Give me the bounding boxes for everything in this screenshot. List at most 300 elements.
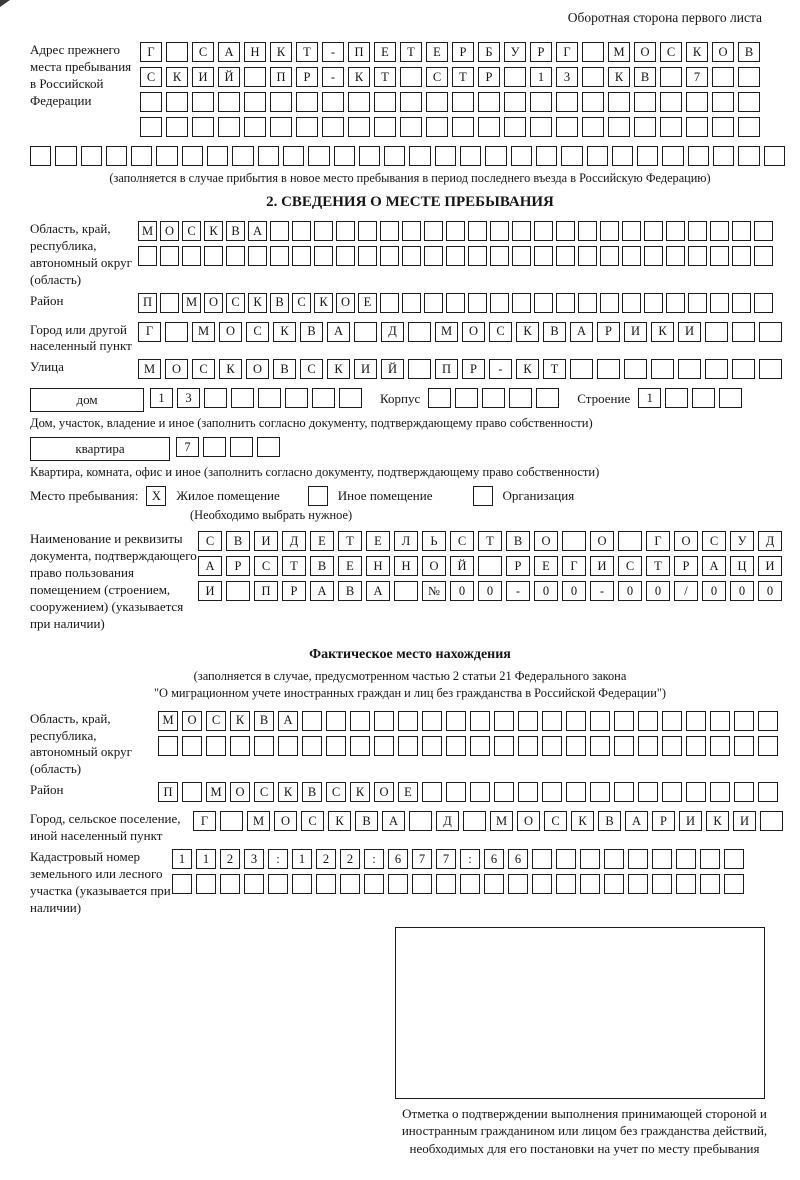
char-cell[interactable]: К [219,359,242,379]
char-cell[interactable] [490,246,509,266]
char-cell[interactable]: К [571,811,594,831]
char-cell[interactable] [160,293,179,313]
char-cell[interactable]: А [625,811,648,831]
char-cell[interactable]: И [624,322,647,342]
char-cell[interactable] [604,874,624,894]
char-cell[interactable] [732,322,755,342]
char-cell[interactable]: И [678,322,701,342]
char-cell[interactable] [490,293,509,313]
char-cell[interactable] [336,221,355,241]
char-cell[interactable] [292,246,311,266]
char-cell[interactable]: № [422,581,446,601]
char-cell[interactable]: Д [758,531,782,551]
char-cell[interactable] [226,246,245,266]
char-cell[interactable] [408,359,431,379]
char-cell[interactable] [388,874,408,894]
char-cell[interactable] [676,874,696,894]
char-cell[interactable] [759,322,782,342]
char-cell[interactable] [204,246,223,266]
apartment-field-box[interactable]: квартира [30,437,170,461]
char-cell[interactable] [688,146,709,166]
char-cell[interactable] [140,92,162,112]
char-cell[interactable]: К [350,782,370,802]
char-cell[interactable]: Р [652,811,675,831]
char-cell[interactable]: К [278,782,298,802]
char-cell[interactable]: Е [310,531,334,551]
char-cell[interactable] [244,92,266,112]
char-cell[interactable]: Т [646,556,670,576]
checkbox-residential[interactable]: X [146,486,166,506]
char-cell[interactable]: В [506,531,530,551]
char-cell[interactable] [166,42,188,62]
char-cell[interactable]: П [435,359,458,379]
char-cell[interactable]: К [270,42,292,62]
char-cell[interactable]: В [738,42,760,62]
char-cell[interactable] [634,117,656,137]
char-cell[interactable] [230,736,250,756]
char-cell[interactable]: М [182,293,201,313]
char-cell[interactable] [426,92,448,112]
char-cell[interactable]: И [758,556,782,576]
char-cell[interactable]: О [534,531,558,551]
char-cell[interactable] [504,92,526,112]
char-cell[interactable] [666,246,685,266]
char-cell[interactable] [614,782,634,802]
char-cell[interactable]: О [634,42,656,62]
char-cell[interactable]: Й [218,67,240,87]
char-cell[interactable] [302,711,322,731]
char-cell[interactable] [312,388,335,408]
char-cell[interactable] [566,711,586,731]
char-cell[interactable] [624,359,647,379]
char-cell[interactable]: О [712,42,734,62]
char-cell[interactable]: Т [374,67,396,87]
char-cell[interactable]: О [462,322,485,342]
char-cell[interactable] [354,322,377,342]
char-cell[interactable] [359,146,380,166]
char-cell[interactable] [705,359,728,379]
char-cell[interactable]: О [230,782,250,802]
char-cell[interactable]: О [422,556,446,576]
char-cell[interactable]: Н [244,42,266,62]
char-cell[interactable] [644,293,663,313]
char-cell[interactable] [732,293,751,313]
char-cell[interactable] [504,117,526,137]
char-cell[interactable]: И [354,359,377,379]
char-cell[interactable]: С [254,556,278,576]
char-cell[interactable] [738,92,760,112]
char-cell[interactable]: О [590,531,614,551]
char-cell[interactable]: - [506,581,530,601]
char-cell[interactable]: Р [530,42,552,62]
char-cell[interactable] [270,246,289,266]
char-cell[interactable] [400,117,422,137]
char-cell[interactable] [600,221,619,241]
char-cell[interactable]: К [204,221,223,241]
char-cell[interactable]: 7 [686,67,708,87]
char-cell[interactable] [140,117,162,137]
char-cell[interactable] [384,146,405,166]
char-cell[interactable] [478,117,500,137]
char-cell[interactable] [296,92,318,112]
char-cell[interactable] [374,92,396,112]
char-cell[interactable] [460,146,481,166]
char-cell[interactable] [166,117,188,137]
char-cell[interactable] [570,359,593,379]
char-cell[interactable] [542,782,562,802]
char-cell[interactable] [600,293,619,313]
char-cell[interactable]: Р [478,67,500,87]
char-cell[interactable] [724,874,744,894]
char-cell[interactable] [422,711,442,731]
char-cell[interactable] [435,146,456,166]
char-cell[interactable]: П [348,42,370,62]
char-cell[interactable]: Е [426,42,448,62]
char-cell[interactable] [512,221,531,241]
char-cell[interactable]: Л [394,531,418,551]
char-cell[interactable]: Е [374,42,396,62]
char-cell[interactable]: П [138,293,157,313]
char-cell[interactable]: Р [462,359,485,379]
char-cell[interactable]: Г [140,42,162,62]
char-cell[interactable] [350,736,370,756]
char-cell[interactable] [660,67,682,87]
char-cell[interactable] [556,874,576,894]
char-cell[interactable] [374,711,394,731]
char-cell[interactable] [534,293,553,313]
char-cell[interactable]: И [198,581,222,601]
char-cell[interactable] [326,711,346,731]
char-cell[interactable]: Т [296,42,318,62]
char-cell[interactable]: К [651,322,674,342]
char-cell[interactable] [478,92,500,112]
char-cell[interactable] [374,736,394,756]
char-cell[interactable] [358,246,377,266]
char-cell[interactable] [556,246,575,266]
char-cell[interactable] [754,293,773,313]
char-cell[interactable]: А [278,711,298,731]
char-cell[interactable]: А [702,556,726,576]
char-cell[interactable]: 2 [220,849,240,869]
char-cell[interactable] [165,322,188,342]
char-cell[interactable] [283,146,304,166]
char-cell[interactable]: 0 [450,581,474,601]
char-cell[interactable] [580,849,600,869]
char-cell[interactable]: Т [452,67,474,87]
char-cell[interactable] [532,849,552,869]
char-cell[interactable] [638,782,658,802]
char-cell[interactable] [644,221,663,241]
char-cell[interactable] [686,711,706,731]
char-cell[interactable] [270,92,292,112]
char-cell[interactable] [302,736,322,756]
char-cell[interactable] [542,711,562,731]
char-cell[interactable] [710,246,729,266]
char-cell[interactable] [590,711,610,731]
char-cell[interactable] [446,221,465,241]
char-cell[interactable]: А [218,42,240,62]
char-cell[interactable]: Б [478,42,500,62]
char-cell[interactable] [374,117,396,137]
char-cell[interactable] [692,388,715,408]
char-cell[interactable]: - [489,359,512,379]
char-cell[interactable]: Р [597,322,620,342]
char-cell[interactable]: Й [381,359,404,379]
char-cell[interactable] [556,293,575,313]
char-cell[interactable] [622,246,641,266]
char-cell[interactable] [582,92,604,112]
char-cell[interactable] [534,221,553,241]
char-cell[interactable] [678,359,701,379]
char-cell[interactable] [637,146,658,166]
char-cell[interactable]: - [322,67,344,87]
char-cell[interactable]: П [270,67,292,87]
char-cell[interactable] [232,146,253,166]
char-cell[interactable] [207,146,228,166]
char-cell[interactable] [422,782,442,802]
char-cell[interactable] [710,711,730,731]
char-cell[interactable] [158,736,178,756]
char-cell[interactable] [660,117,682,137]
char-cell[interactable] [285,388,308,408]
char-cell[interactable] [494,782,514,802]
char-cell[interactable] [470,711,490,731]
char-cell[interactable] [738,146,759,166]
char-cell[interactable] [182,782,202,802]
char-cell[interactable] [463,811,486,831]
char-cell[interactable] [204,388,227,408]
char-cell[interactable] [220,811,243,831]
char-cell[interactable]: 7 [412,849,432,869]
char-cell[interactable] [608,117,630,137]
char-cell[interactable] [530,117,552,137]
char-cell[interactable]: М [206,782,226,802]
char-cell[interactable] [326,736,346,756]
char-cell[interactable] [314,246,333,266]
char-cell[interactable] [258,146,279,166]
char-cell[interactable]: В [300,322,323,342]
char-cell[interactable]: Т [282,556,306,576]
char-cell[interactable] [604,849,624,869]
char-cell[interactable] [660,92,682,112]
char-cell[interactable] [760,811,783,831]
char-cell[interactable] [380,221,399,241]
char-cell[interactable]: К [327,359,350,379]
char-cell[interactable] [662,711,682,731]
char-cell[interactable] [612,146,633,166]
char-cell[interactable] [322,117,344,137]
char-cell[interactable] [532,874,552,894]
char-cell[interactable] [485,146,506,166]
char-cell[interactable] [316,874,336,894]
char-cell[interactable] [424,293,443,313]
char-cell[interactable] [622,293,641,313]
house-field-box[interactable]: дом [30,388,144,412]
char-cell[interactable] [182,246,201,266]
char-cell[interactable]: Р [674,556,698,576]
char-cell[interactable] [566,782,586,802]
char-cell[interactable] [542,736,562,756]
char-cell[interactable]: : [460,849,480,869]
char-cell[interactable]: О [374,782,394,802]
char-cell[interactable]: Ц [730,556,754,576]
char-cell[interactable]: О [219,322,242,342]
char-cell[interactable]: К [686,42,708,62]
char-cell[interactable]: К [328,811,351,831]
char-cell[interactable] [710,782,730,802]
char-cell[interactable] [758,711,778,731]
char-cell[interactable]: С [226,293,245,313]
char-cell[interactable]: С [450,531,474,551]
char-cell[interactable]: 6 [484,849,504,869]
char-cell[interactable] [412,874,432,894]
char-cell[interactable] [398,736,418,756]
char-cell[interactable] [206,736,226,756]
char-cell[interactable]: К [608,67,630,87]
char-cell[interactable]: Т [400,42,422,62]
char-cell[interactable] [764,146,785,166]
char-cell[interactable] [688,221,707,241]
char-cell[interactable] [732,359,755,379]
char-cell[interactable]: М [247,811,270,831]
char-cell[interactable]: В [226,531,250,551]
char-cell[interactable] [138,246,157,266]
char-cell[interactable]: Е [338,556,362,576]
char-cell[interactable] [248,246,267,266]
char-cell[interactable] [662,782,682,802]
char-cell[interactable] [705,322,728,342]
char-cell[interactable] [666,293,685,313]
char-cell[interactable] [468,293,487,313]
char-cell[interactable]: Й [450,556,474,576]
char-cell[interactable] [504,67,526,87]
char-cell[interactable]: К [516,322,539,342]
char-cell[interactable] [468,221,487,241]
char-cell[interactable] [618,531,642,551]
char-cell[interactable]: С [301,811,324,831]
char-cell[interactable]: 7 [436,849,456,869]
char-cell[interactable]: Е [358,293,377,313]
char-cell[interactable]: А [248,221,267,241]
char-cell[interactable] [754,246,773,266]
char-cell[interactable] [582,117,604,137]
char-cell[interactable]: О [160,221,179,241]
char-cell[interactable] [494,711,514,731]
char-cell[interactable]: С [206,711,226,731]
char-cell[interactable] [426,117,448,137]
char-cell[interactable]: О [336,293,355,313]
char-cell[interactable]: У [730,531,754,551]
char-cell[interactable]: С [182,221,201,241]
char-cell[interactable] [348,117,370,137]
char-cell[interactable]: П [158,782,178,802]
char-cell[interactable]: 0 [478,581,502,601]
char-cell[interactable] [734,711,754,731]
char-cell[interactable]: В [338,581,362,601]
char-cell[interactable] [172,874,192,894]
checkbox-other-premises[interactable] [308,486,328,506]
char-cell[interactable] [424,221,443,241]
char-cell[interactable] [590,782,610,802]
char-cell[interactable]: 0 [758,581,782,601]
char-cell[interactable] [561,146,582,166]
char-cell[interactable] [590,736,610,756]
char-cell[interactable]: С [292,293,311,313]
char-cell[interactable] [478,556,502,576]
char-cell[interactable]: Д [381,322,404,342]
char-cell[interactable] [380,246,399,266]
char-cell[interactable] [292,874,312,894]
char-cell[interactable]: Г [556,42,578,62]
char-cell[interactable]: К [516,359,539,379]
char-cell[interactable] [556,849,576,869]
char-cell[interactable]: О [246,359,269,379]
char-cell[interactable]: Т [478,531,502,551]
char-cell[interactable]: 2 [340,849,360,869]
char-cell[interactable]: Г [562,556,586,576]
char-cell[interactable] [446,293,465,313]
char-cell[interactable]: М [138,359,161,379]
char-cell[interactable]: - [322,42,344,62]
char-cell[interactable]: К [706,811,729,831]
char-cell[interactable] [446,246,465,266]
char-cell[interactable] [566,736,586,756]
char-cell[interactable] [220,874,240,894]
char-cell[interactable] [470,736,490,756]
char-cell[interactable] [455,388,478,408]
char-cell[interactable] [734,736,754,756]
char-cell[interactable]: И [733,811,756,831]
char-cell[interactable] [638,736,658,756]
char-cell[interactable] [428,388,451,408]
char-cell[interactable] [713,146,734,166]
char-cell[interactable] [622,221,641,241]
char-cell[interactable] [334,146,355,166]
char-cell[interactable] [665,388,688,408]
char-cell[interactable] [436,874,456,894]
char-cell[interactable]: С [618,556,642,576]
char-cell[interactable] [712,67,734,87]
char-cell[interactable]: В [634,67,656,87]
char-cell[interactable]: 1 [292,849,312,869]
char-cell[interactable] [257,437,280,457]
char-cell[interactable] [230,437,253,457]
char-cell[interactable] [292,221,311,241]
char-cell[interactable] [166,92,188,112]
char-cell[interactable]: А [570,322,593,342]
char-cell[interactable] [340,874,360,894]
char-cell[interactable] [578,246,597,266]
char-cell[interactable]: В [310,556,334,576]
char-cell[interactable]: - [590,581,614,601]
char-cell[interactable] [652,849,672,869]
char-cell[interactable] [106,146,127,166]
char-cell[interactable]: Д [282,531,306,551]
char-cell[interactable]: 3 [177,388,200,408]
char-cell[interactable]: К [273,322,296,342]
char-cell[interactable] [686,736,706,756]
char-cell[interactable]: М [138,221,157,241]
char-cell[interactable] [614,736,634,756]
char-cell[interactable]: М [192,322,215,342]
char-cell[interactable]: 1 [196,849,216,869]
char-cell[interactable] [402,246,421,266]
char-cell[interactable] [470,782,490,802]
char-cell[interactable]: В [273,359,296,379]
char-cell[interactable] [446,736,466,756]
char-cell[interactable] [218,117,240,137]
char-cell[interactable] [398,711,418,731]
